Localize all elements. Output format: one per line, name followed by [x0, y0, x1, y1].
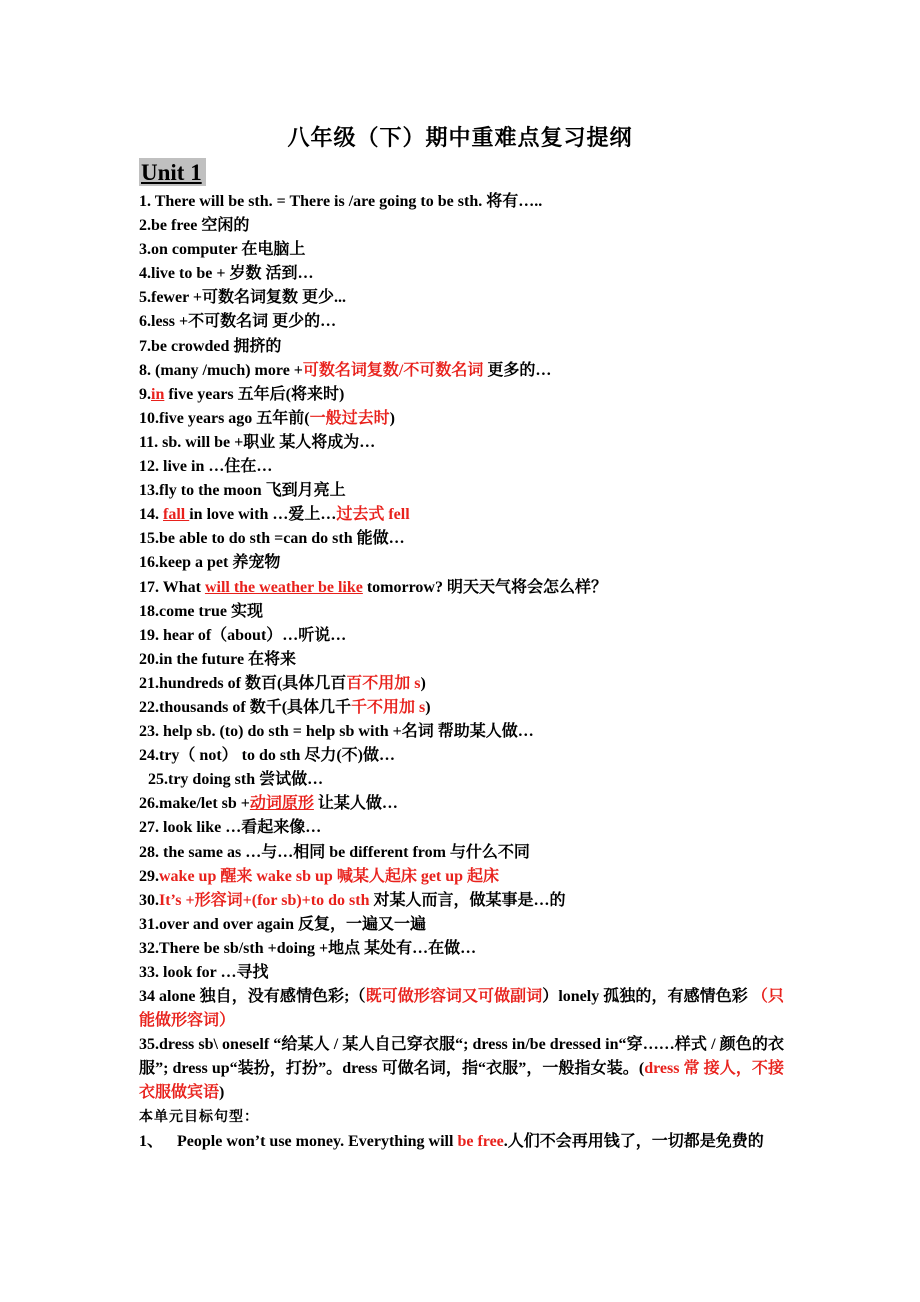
item-text: ) [425, 698, 431, 716]
item-text: 14. [139, 506, 163, 524]
page-title: 八年级（下）期中重难点复习提纲 [287, 125, 633, 150]
objectives-heading: 本单元目标句型： [139, 1109, 259, 1125]
list-item [139, 576, 784, 600]
list-item [139, 792, 784, 816]
list-item [139, 648, 784, 672]
list-item [139, 937, 784, 961]
item-text: 27. look like …看起来像… [139, 819, 322, 837]
item-text: 8. (many /much) more + [139, 361, 303, 379]
item-text: 5.fewer +可数名词复数 更少... [139, 289, 347, 307]
item-text: .人们不会再用钱了，一切都是免费的 [503, 1132, 764, 1150]
item-text: 33. look for …寻找 [139, 964, 269, 981]
list-item [139, 527, 784, 551]
list-item [139, 310, 784, 334]
highlighted-text: 百不用加 s [346, 674, 421, 692]
item-text: 30. [139, 891, 159, 909]
item-text: 16.keep a pet 养宠物 [139, 554, 281, 572]
highlighted-text: 既可做形容词又可做副词 [365, 988, 543, 1006]
item-text: 9. [139, 385, 151, 403]
item-text: ) [389, 409, 395, 427]
item-text: 23. help sb. (to) do sth = help sb with +名词 帮助某人做… [139, 723, 534, 741]
item-text: 13.fly to the moon 飞到月亮上 [139, 482, 346, 500]
list-item [139, 455, 784, 479]
item-text: 2.be free 空闲的 [139, 217, 250, 235]
item-text: 7.be crowded 拥挤的 [139, 337, 282, 355]
item-text: 15.be able to do sth =can do sth 能做… [139, 530, 405, 548]
item-text: 对某人而言，做某事是…的 [369, 891, 566, 909]
list-item [139, 624, 784, 648]
list-item [139, 865, 784, 889]
list-item [139, 1033, 784, 1105]
vocabulary-list [139, 190, 784, 1154]
item-text: tomorrow? 明天天气将会怎么样？ [362, 578, 607, 596]
list-item [139, 720, 784, 744]
highlighted-text: 一般过去时 [309, 409, 390, 427]
item-text: 22.thousands of 数千(具体几千 [139, 698, 352, 716]
list-item [139, 359, 784, 383]
highlighted-text: fall [163, 506, 190, 524]
list-item [139, 744, 784, 768]
list-item [139, 407, 784, 431]
highlighted-text: be free [457, 1132, 504, 1150]
item-text: 20.in the future 在将来 [139, 650, 297, 668]
item-text: 4.live to be + 岁数 活到… [139, 265, 314, 283]
item-text: ）lonely 孤独的，有感情色彩 [542, 988, 752, 1006]
item-text: 28. the same as …与…相同 be different from 与什么不同 [139, 843, 530, 861]
item-text: 31.over and over again 反复，一遍又一遍 [139, 915, 426, 933]
list-item [139, 335, 784, 359]
item-text: People won’t use money. Everything will [177, 1132, 458, 1150]
list-item [139, 985, 784, 1033]
highlighted-text: （只能做形容词） [139, 988, 784, 1030]
list-item [139, 696, 784, 720]
item-text: 26.make/let sb + [139, 795, 250, 813]
list-item [139, 961, 784, 985]
item-text: 18.come true 实现 [139, 602, 263, 620]
highlighted-text: wake up 醒来 wake sb up 喊某人起床 get up 起床 [159, 867, 500, 885]
list-item [139, 503, 784, 527]
list-item [139, 479, 784, 503]
highlighted-text: 过去式 fell [336, 506, 410, 524]
highlighted-text: 可数名词复数/不可数名词 [302, 361, 484, 379]
list-item [139, 214, 784, 238]
item-text: 3.on computer 在电脑上 [139, 241, 306, 259]
list-item [139, 889, 784, 913]
list-item [139, 431, 784, 455]
item-text: 让某人做… [313, 795, 398, 813]
list-item [139, 383, 784, 407]
item-text: 32.There be sb/sth +doing +地点 某处有…在做… [139, 939, 477, 957]
highlighted-text: It’s +形容词+(for sb)+to do sth [159, 891, 370, 909]
list-item [139, 551, 784, 575]
list-item [139, 816, 784, 840]
list-item [139, 600, 784, 624]
sentence-number: 1、 [139, 1132, 164, 1150]
list-item [139, 768, 784, 792]
list-item [139, 238, 784, 262]
item-text: 6.less +不可数名词 更少的… [139, 313, 337, 331]
item-text: ) [420, 674, 426, 692]
list-item [139, 841, 784, 865]
item-text: 17. What [139, 578, 205, 596]
highlighted-text: will the weather be like [204, 578, 363, 596]
item-text: 25.try doing sth 尝试做… [148, 771, 324, 789]
highlighted-text: 千不用加 s [351, 698, 426, 716]
item-text: 11. sb. will be +职业 某人将成为… [139, 433, 376, 451]
list-item [139, 913, 784, 937]
highlighted-text: dress 常 接人，不接衣服做宾语 [139, 1060, 784, 1102]
item-text: in love with …爱上… [189, 506, 337, 524]
list-item [139, 262, 784, 286]
item-text: 24.try（ not） to do sth 尽力(不)做… [139, 747, 395, 765]
item-text: 21.hundreds of 数百(具体几百 [139, 674, 347, 692]
target-sentence [139, 1130, 784, 1154]
sentence-text [177, 1130, 784, 1154]
item-text: 35.dress sb\ oneself “给某人 / 某人自己穿衣服“; dress in/be dressed in“穿……样式 / 颜色的衣服”; dress up“装扮，打扮”。dress 可做名词，指“衣服”，一般指女装。( [139, 1036, 784, 1078]
unit-heading: Unit 1 [139, 158, 206, 186]
list-item [139, 190, 784, 214]
item-text: 1. There will be sth. = There is /are going to be sth. 将有….. [139, 193, 543, 210]
item-text: 29. [139, 867, 159, 885]
item-text: 19. hear of（about）…听说… [139, 626, 347, 644]
item-text: 12. live in …住在… [139, 458, 273, 476]
item-text: 34 alone 独自，没有感情色彩;（ [139, 988, 366, 1006]
item-text: 更多的… [483, 361, 552, 379]
list-item [139, 672, 784, 696]
item-text: ) [219, 1084, 225, 1102]
highlighted-text: 动词原形 [249, 795, 314, 813]
item-text: five years 五年后(将来时) [164, 385, 345, 403]
highlighted-text: in [151, 385, 165, 403]
item-text: 10.five years ago 五年前( [139, 409, 310, 427]
list-item [139, 286, 784, 310]
